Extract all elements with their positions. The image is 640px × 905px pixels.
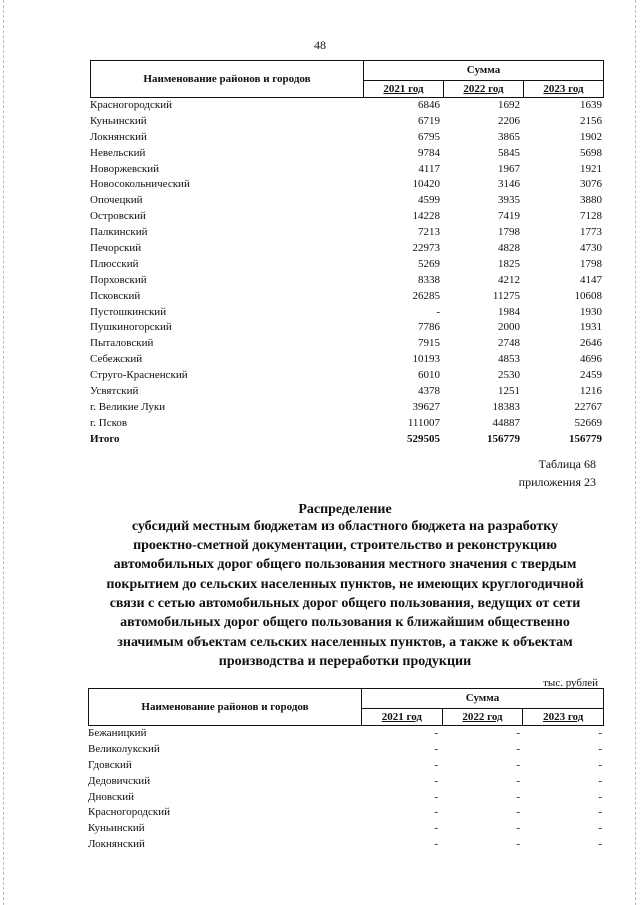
value-2022: 1798	[498, 226, 520, 239]
section-heading-line: покрытием до сельских населенных пунктов, не имеющих круглогодичной	[106, 577, 584, 592]
total-2021: 529505	[407, 432, 440, 445]
value-2023: -	[598, 758, 602, 771]
table-row	[90, 336, 604, 352]
table-number-label: Таблица 68	[538, 457, 596, 471]
value-2023: 3076	[580, 178, 602, 191]
table-row	[90, 114, 604, 130]
table-row	[88, 758, 604, 774]
value-2022: -	[516, 727, 520, 739]
appendix-label: приложения 23	[518, 475, 596, 489]
total-2023: 156779	[569, 432, 602, 445]
table-header	[90, 60, 604, 98]
value-2021: 10420	[412, 178, 440, 191]
district-name: Плюсский	[90, 257, 139, 270]
value-2023: 3880	[580, 194, 602, 207]
district-name: Печорский	[90, 242, 142, 255]
value-2023: 4147	[580, 273, 602, 286]
section-heading-line: связи с сетью автомобильных дорог общего пользования, ведущих от сети	[109, 596, 581, 611]
district-name: Куньинский	[90, 114, 147, 127]
table-row	[88, 790, 604, 806]
value-2022: 3865	[498, 130, 520, 143]
table-row	[90, 257, 604, 273]
section-heading-line: субсидий местным бюджетам из областного бюджета на разработку	[131, 519, 559, 534]
table-row	[90, 289, 604, 305]
district-name: Красногородский	[90, 99, 173, 111]
table-row	[90, 241, 604, 257]
value-2022: -	[516, 822, 520, 835]
value-2021: 39627	[412, 400, 440, 413]
district-name: Куньинский	[88, 822, 145, 835]
district-name: Порховский	[90, 273, 147, 286]
value-2021: -	[434, 838, 438, 851]
value-2022: 5845	[498, 146, 520, 159]
value-2021: -	[434, 758, 438, 771]
section-heading-title: Распределение	[298, 502, 392, 517]
value-2023: -	[598, 838, 602, 851]
table-row	[90, 98, 604, 114]
table-body	[88, 726, 604, 853]
value-2023: 1921	[580, 162, 602, 175]
table-row	[88, 774, 604, 790]
value-2022: 4853	[498, 353, 520, 366]
table-subsidies-2	[88, 688, 604, 853]
table-row	[90, 193, 604, 209]
column-header-sum: Сумма	[362, 689, 603, 709]
value-2021: 111007	[407, 416, 440, 429]
value-2022: 3146	[498, 178, 520, 191]
value-2023: -	[598, 742, 602, 755]
section-heading-line: проектно-сметной документации, строительство и реконструкцию	[133, 538, 557, 553]
district-name: г. Псков	[90, 416, 128, 429]
column-header-sum: Сумма	[364, 61, 603, 81]
section-heading-line: автомобильных дорог общего пользования местного значения с твердым	[113, 557, 577, 572]
table-row	[90, 352, 604, 368]
value-2021: -	[434, 822, 438, 835]
column-header-sum-block	[361, 689, 603, 725]
value-2023: -	[598, 774, 602, 787]
table-row	[90, 368, 604, 384]
district-name: Великолукский	[88, 742, 160, 755]
value-2022: 1967	[498, 162, 520, 175]
column-header-2022: 2022 год	[442, 709, 523, 725]
table-row	[88, 821, 604, 837]
district-name: Пыталовский	[90, 337, 154, 350]
table-row	[90, 305, 604, 321]
table-row	[90, 320, 604, 336]
value-2021: 9784	[418, 146, 440, 159]
value-2023: 1773	[580, 226, 602, 239]
value-2022: 18383	[492, 400, 520, 413]
value-2023: 7128	[580, 210, 602, 223]
value-2023: 1902	[580, 130, 602, 143]
district-name: Гдовский	[88, 758, 132, 771]
value-2023: -	[598, 806, 602, 819]
district-name: Палкинский	[90, 226, 148, 239]
table-row	[88, 805, 604, 821]
value-2023: 1639	[580, 99, 602, 111]
value-2021: 4378	[418, 385, 440, 398]
value-2022: 2530	[498, 369, 520, 382]
value-2021: 6795	[418, 130, 440, 143]
section-heading-line: автомобильных дорог общего пользования к ближайшим общественно	[120, 615, 570, 630]
value-2021: -	[434, 742, 438, 755]
column-header-years	[362, 709, 603, 725]
value-2023: 4730	[580, 242, 602, 255]
value-2023: 2459	[580, 369, 602, 382]
value-2022: -	[516, 774, 520, 787]
value-2021: 6846	[418, 99, 440, 111]
value-2022: 1984	[498, 305, 520, 318]
value-2023: 4696	[580, 353, 602, 366]
value-2022: 1692	[498, 99, 520, 111]
page-right-edge	[635, 0, 637, 905]
value-2021: 6010	[418, 369, 440, 382]
district-name: Струго-Красненский	[90, 369, 188, 382]
total-label: Итого	[90, 432, 120, 445]
value-2023: 1798	[580, 257, 602, 270]
value-2023: 1930	[580, 305, 602, 318]
value-2022: 7419	[498, 210, 520, 223]
table-row	[90, 384, 604, 400]
table-row	[88, 742, 604, 758]
value-2022: -	[516, 758, 520, 771]
value-2023: 22767	[574, 400, 602, 413]
section-heading-line: производства и переработки продукции	[218, 654, 472, 669]
table-subsidies-1	[90, 60, 604, 448]
table-row	[90, 209, 604, 225]
value-2021: 26285	[412, 289, 440, 302]
district-name: Опочецкий	[90, 194, 143, 207]
value-2022: 1825	[498, 257, 520, 270]
total-row	[90, 432, 604, 448]
table-row	[90, 146, 604, 162]
table-row	[90, 162, 604, 178]
value-2023: 1931	[580, 321, 602, 334]
table-row	[90, 130, 604, 146]
value-2023: -	[598, 822, 602, 835]
value-2021: -	[434, 727, 438, 739]
value-2021: 7213	[418, 226, 440, 239]
district-name: Локнянский	[90, 130, 147, 143]
column-header-years	[364, 81, 603, 97]
value-2021: 4117	[418, 162, 440, 175]
value-2021: -	[434, 774, 438, 787]
table-row	[88, 726, 604, 742]
district-name: Бежаницкий	[88, 727, 147, 739]
value-2021: 7915	[418, 337, 440, 350]
district-name: Красногородский	[88, 806, 171, 819]
value-2022: -	[516, 742, 520, 755]
value-2021: 10193	[412, 353, 440, 366]
table-row	[88, 837, 604, 853]
value-2022: 44887	[492, 416, 520, 429]
table-row	[90, 273, 604, 289]
value-2021: -	[436, 305, 440, 318]
district-name: Усвятский	[90, 385, 139, 398]
value-2021: 4599	[418, 194, 440, 207]
district-name: Псковский	[90, 289, 141, 302]
value-2022: -	[516, 838, 520, 851]
table-row	[90, 225, 604, 241]
value-2021: 22973	[412, 242, 440, 255]
district-name: Локнянский	[88, 838, 145, 851]
value-2023: 52669	[574, 416, 602, 429]
value-2021: 7786	[418, 321, 440, 334]
table-row	[90, 416, 604, 432]
district-name: Новосокольнический	[90, 178, 190, 191]
total-2022: 156779	[487, 432, 520, 445]
district-name: Пустошкинский	[90, 305, 167, 318]
value-2022: 2000	[498, 321, 520, 334]
value-2022: -	[516, 806, 520, 819]
column-header-2023: 2023 год	[522, 709, 603, 725]
value-2023: 1216	[580, 385, 602, 398]
value-2023: 5698	[580, 146, 602, 159]
section-heading-line: значимым объектам сельских населенных пунктов, а также к объектам	[117, 635, 573, 650]
district-name: г. Великие Луки	[90, 400, 166, 413]
value-2021: -	[434, 806, 438, 819]
value-2022: 4212	[498, 273, 520, 286]
district-name: Себежский	[90, 353, 143, 366]
column-header-name: Наименование районов и городов	[143, 73, 311, 85]
value-2022: -	[516, 790, 520, 803]
value-2023: -	[598, 727, 602, 739]
district-name: Островский	[90, 210, 146, 223]
district-name: Дновский	[88, 790, 135, 803]
district-name: Новоржевский	[90, 162, 160, 175]
column-header-2021: 2021 год	[383, 83, 424, 95]
value-2021: 14228	[412, 210, 440, 223]
value-2022: 1251	[498, 385, 520, 398]
table-body	[90, 98, 604, 448]
district-name: Пушкиногорский	[90, 321, 172, 334]
value-2021: 6719	[418, 114, 440, 127]
units-label: тыс. рублей	[543, 677, 598, 689]
value-2022: 11275	[492, 289, 520, 302]
value-2021: -	[434, 790, 438, 803]
value-2021: 8338	[418, 273, 440, 286]
column-header-name: Наименование районов и городов	[141, 701, 309, 713]
column-header-2023: 2023 год	[523, 81, 603, 97]
page-number: 48	[314, 38, 326, 52]
value-2022: 2206	[498, 114, 520, 127]
district-name: Невельский	[90, 146, 146, 159]
table-header	[88, 688, 604, 726]
value-2021: 5269	[418, 257, 440, 270]
value-2022: 2748	[498, 337, 520, 350]
value-2023: 10608	[574, 289, 602, 302]
value-2022: 4828	[498, 242, 520, 255]
value-2023: 2156	[580, 114, 602, 127]
column-header-2021: 2021 год	[381, 711, 422, 723]
page-left-edge	[3, 0, 5, 905]
value-2023: 2646	[580, 337, 602, 350]
column-header-sum-block	[363, 61, 603, 97]
column-header-2022: 2022 год	[443, 81, 523, 97]
table-row	[90, 177, 604, 193]
value-2022: 3935	[498, 194, 520, 207]
table-row	[90, 400, 604, 416]
district-name: Дедовичский	[88, 774, 151, 787]
value-2023: -	[598, 790, 602, 803]
